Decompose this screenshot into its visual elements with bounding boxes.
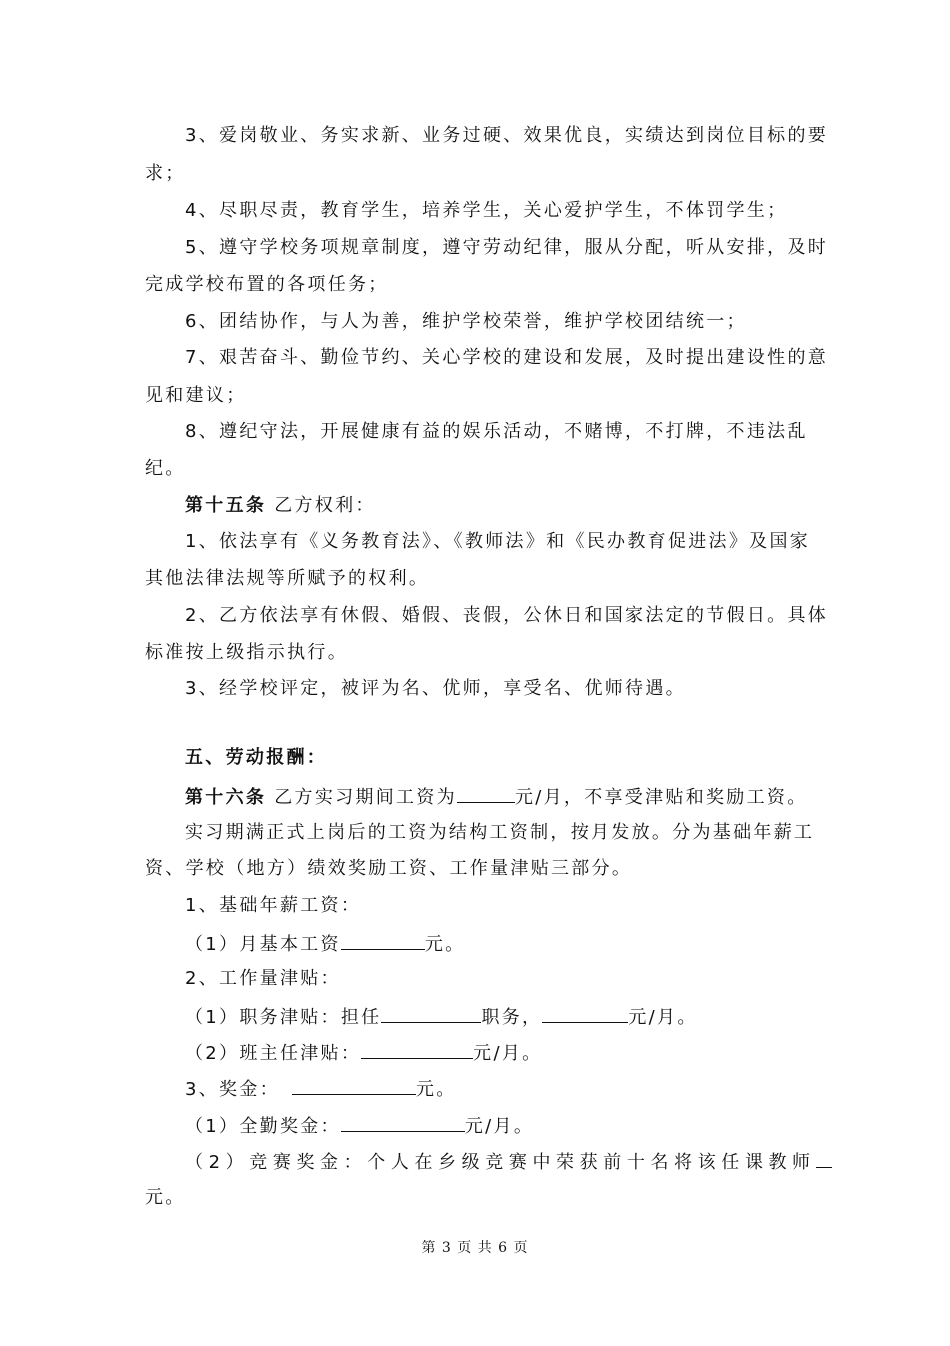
duty-item-8-line1: 8、遵纪守法，开展健康有益的娱乐活动，不赌博，不打牌，不违法乱 <box>185 421 808 442</box>
article-15-number: 第十五条 <box>185 495 267 516</box>
competition-bonus-line1 <box>185 1149 832 1175</box>
workload-allowance-title: 2、工作量津贴： <box>185 968 341 989</box>
right-item-2-line2: 标准按上级指示执行。 <box>145 642 348 663</box>
duty-item-6: 6、团结协作，与人为善，维护学校荣誉，维护学校团结统一； <box>185 311 747 332</box>
base-salary-title: 1、基础年薪工资： <box>185 895 362 916</box>
head-teacher-allowance-unit: 元/月。 <box>473 1043 543 1064</box>
duty-item-4: 4、尽职尽责，教育学生，培养学生，关心爱护学生，不体罚学生； <box>185 200 788 221</box>
monthly-base-salary-unit: 元。 <box>424 934 466 955</box>
attendance-bonus-label: （1）全勤奖金： <box>185 1116 341 1137</box>
right-item-3: 3、经学校评定，被评为名、优师，享受名、优师待遇。 <box>185 678 686 699</box>
post-allowance <box>185 1004 698 1030</box>
article-16-text-after: 元/月，不享受津贴和奖励工资。 <box>514 787 808 808</box>
monthly-base-salary <box>185 931 465 957</box>
attendance-bonus-blank[interactable] <box>341 1113 465 1132</box>
competition-bonus-text: （2）竞赛奖金：个人在乡级竞赛中荣获前十名将该任课教师 <box>185 1152 816 1173</box>
duty-item-3-line1: 3、爱岗敬业、务实求新、业务过硬、效果优良，实绩达到岗位目标的要 <box>185 125 829 146</box>
article-16-text-before: 乙方实习期间工资为 <box>266 787 457 808</box>
attendance-bonus <box>185 1113 534 1139</box>
article-15-heading <box>185 494 376 518</box>
duty-item-5-line2: 完成学校布置的各项任务； <box>145 274 389 295</box>
duty-item-5-line1: 5、遵守学校务项规章制度，遵守劳动纪律，服从分配，听从安排，及时 <box>185 237 829 258</box>
monthly-base-salary-blank[interactable] <box>341 931 425 950</box>
article-16-number: 第十六条 <box>185 787 267 808</box>
duty-item-8-line2: 纪。 <box>145 458 186 479</box>
head-teacher-allowance-label: （2）班主任津贴： <box>185 1043 362 1064</box>
duty-item-7-line2: 见和建议； <box>145 385 247 406</box>
section-5-title: 五、劳动报酬： <box>185 747 328 768</box>
post-allowance-unit: 元/月。 <box>628 1007 698 1028</box>
article-16 <box>185 784 808 810</box>
competition-bonus-blank[interactable] <box>816 1149 832 1168</box>
post-name-blank[interactable] <box>381 1004 481 1023</box>
duty-item-7-line1: 7、艰苦奋斗、勤俭节约、关心学校的建设和发展，及时提出建设性的意 <box>185 347 829 368</box>
right-item-1-line1: 1、依法享有《义务教育法》、《教师法》和《民办教育促进法》及国家 <box>185 531 811 552</box>
page-footer: 第 3 页 共 6 页 <box>421 1240 529 1256</box>
article-15-title: 乙方权利： <box>266 495 376 516</box>
bonus-unit: 元。 <box>415 1079 457 1100</box>
competition-bonus-line2: 元。 <box>145 1187 186 1208</box>
post-allowance-amount-blank[interactable] <box>542 1004 628 1023</box>
monthly-base-salary-label: （1）月基本工资 <box>185 934 341 955</box>
salary-structure-line2: 资、学校（地方）绩效奖励工资、工作量津贴三部分。 <box>145 858 633 879</box>
bonus-title <box>185 1076 457 1102</box>
internship-wage-blank[interactable] <box>457 784 515 803</box>
right-item-2-line1: 2、乙方依法享有休假、婚假、丧假，公休日和国家法定的节假日。具体 <box>185 605 829 626</box>
post-allowance-mid: 职务， <box>481 1007 543 1028</box>
duty-item-3-line2: 求； <box>145 163 186 184</box>
head-teacher-allowance <box>185 1040 542 1066</box>
bonus-label: 3、奖金： <box>185 1079 280 1100</box>
head-teacher-allowance-blank[interactable] <box>361 1040 473 1059</box>
salary-structure-line1: 实习期满正式上岗后的工资为结构工资制，按月发放。分为基础年薪工 <box>185 822 815 843</box>
attendance-bonus-unit: 元/月。 <box>464 1116 535 1137</box>
post-allowance-label: （1）职务津贴：担任 <box>185 1007 382 1028</box>
right-item-1-line2: 其他法律法规等所赋予的权利。 <box>145 568 430 589</box>
bonus-amount-blank[interactable] <box>292 1076 416 1095</box>
